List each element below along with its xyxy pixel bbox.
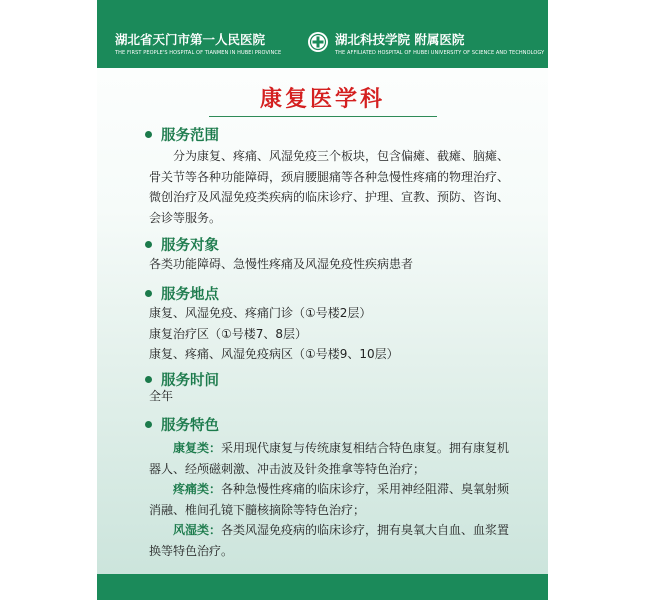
time-text: 全年 [149, 389, 174, 403]
section-body-location [149, 303, 519, 365]
section-heading-location: 服务地点 [145, 283, 219, 304]
bullet-icon [145, 131, 152, 138]
title-divider [209, 116, 437, 117]
hospital-name-right: 湖北科技学院 附属医院 [335, 32, 465, 47]
bullet-icon [145, 421, 152, 428]
hospital-emblem-icon [307, 31, 329, 53]
feature-item-rheumatism: 风湿类：各类风湿免疫病的临床诊疗，拥有臭氧大自血、血浆置换等特色治疗。 [149, 523, 510, 558]
location-line: 康复、疼痛、风湿免疫病区（①号楼9、10层） [149, 347, 399, 361]
hospital-name-left-en: THE FIRST PEOPLE'S HOSPITAL OF TIANMEN IN HUBEI PROVINCE [115, 50, 282, 56]
hospital-name-left: 湖北省天门市第一人民医院 [115, 32, 266, 47]
bullet-icon [145, 241, 152, 248]
poster [97, 0, 548, 600]
footer-banner [97, 574, 548, 600]
section-body-scope [149, 146, 519, 228]
page-title: 康复医学科 [259, 87, 385, 112]
section-heading-scope: 服务范围 [145, 124, 219, 145]
section-body-features [149, 438, 519, 561]
hospital-name-right-en: THE AFFILIATED HOSPITAL OF HUBEI UNIVERSITY OF SCIENCE AND TECHNOLOGY [335, 50, 545, 56]
target-text: 各类功能障碍、急慢性疼痛及风湿免疫性疾病患者 [149, 257, 414, 271]
section-heading-target: 服务对象 [145, 234, 219, 255]
bullet-icon [145, 376, 152, 383]
section-body-time [149, 386, 519, 407]
bullet-icon [145, 290, 152, 297]
feature-item-rehab: 康复类：采用现代康复与传统康复相结合特色康复。拥有康复机器人、经颅磁刺激、冲击波及针灸推拿等特色治疗； [149, 441, 510, 476]
section-heading-time: 服务时间 [145, 369, 219, 390]
location-line: 康复、风湿免疫、疼痛门诊（①号楼2层） [149, 306, 372, 320]
section-body-target [149, 254, 519, 275]
feature-item-pain: 疼痛类：各种急慢性疼痛的临床诊疗，采用神经阻滞、臭氧射频消融、椎间孔镜下髓核摘除等特色治疗； [149, 482, 510, 517]
header-banner [97, 0, 548, 68]
scope-text: 分为康复、疼痛、风湿免疫三个板块，包含偏瘫、截瘫、脑瘫、骨关节等各种功能障碍，颈肩腰腿痛等各种急慢性疼痛的物理治疗、微创治疗及风湿免疫类疾病的临床诊疗、护理、宣教、预防、咨询、会诊等服务。 [149, 149, 510, 225]
location-line: 康复治疗区（①号楼7、8层） [149, 326, 308, 341]
section-heading-features: 服务特色 [145, 414, 219, 435]
